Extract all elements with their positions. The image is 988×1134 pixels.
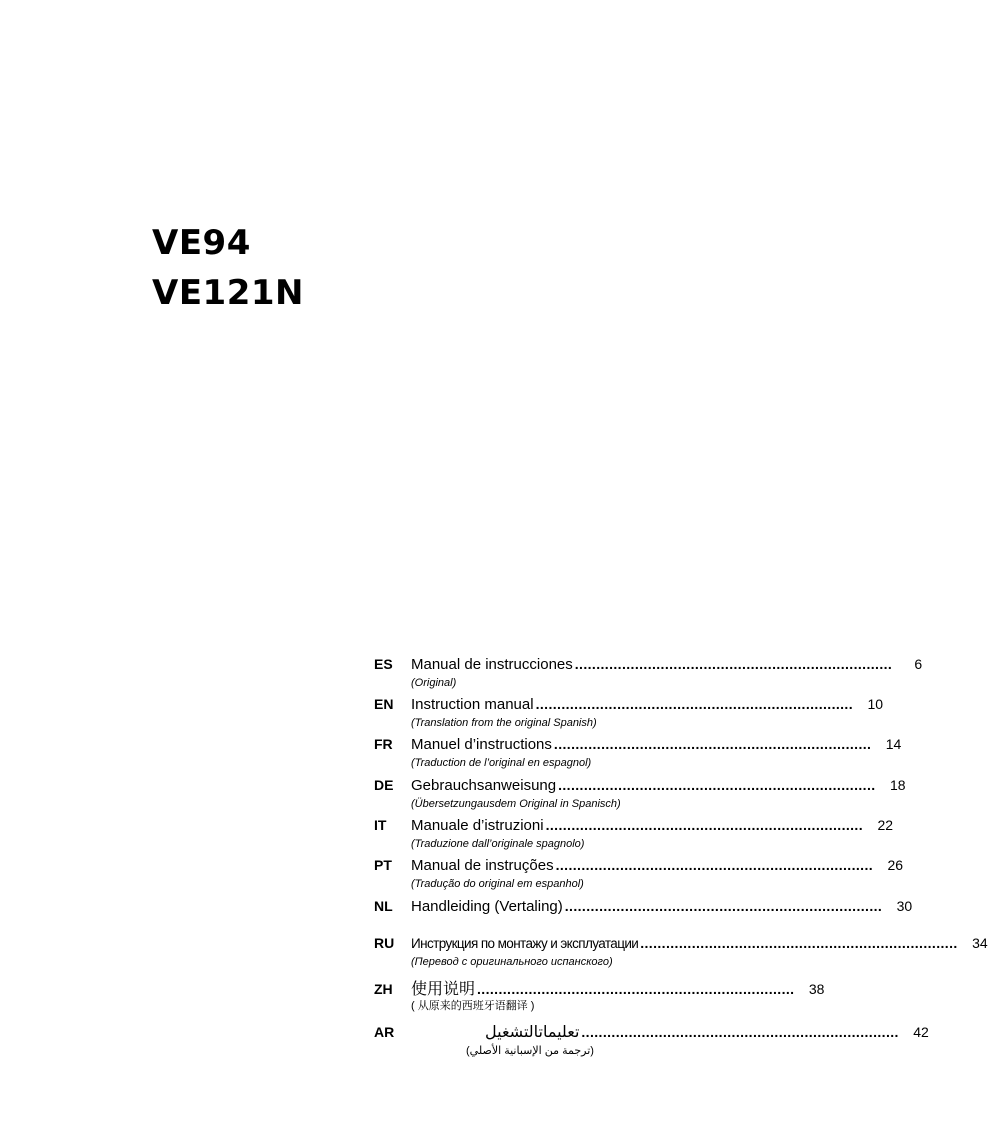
page-number: 30 bbox=[896, 898, 913, 914]
manual-subtitle: (ترجمة من الإسبانية الأصلي) bbox=[466, 1045, 594, 1057]
page-number: 26 bbox=[887, 857, 904, 873]
toc-entry-ru bbox=[374, 935, 988, 976]
model-list bbox=[152, 218, 304, 318]
manual-title: تعليماتالتشغيل bbox=[485, 1024, 580, 1041]
manual-title: 使用说明 bbox=[411, 981, 476, 998]
page-number: 18 bbox=[889, 777, 906, 793]
language-code: IT bbox=[374, 817, 387, 833]
dot-leader: .......................................................................... bbox=[564, 898, 883, 914]
language-code: NL bbox=[374, 898, 393, 914]
manual-subtitle: (Original) bbox=[411, 677, 457, 689]
toc-entry-en bbox=[374, 696, 884, 736]
toc-entry-ar bbox=[374, 1022, 929, 1062]
manual-subtitle: (Tradução do original em espanhol) bbox=[411, 878, 584, 890]
toc-entry-pt bbox=[374, 857, 904, 898]
toc-entry-zh bbox=[374, 976, 825, 1022]
language-code: FR bbox=[374, 736, 393, 752]
dot-leader: .......................................................................... bbox=[545, 817, 864, 833]
manual-title: Manual de instruções bbox=[411, 857, 554, 874]
language-code: PT bbox=[374, 857, 392, 873]
dot-leader: .......................................................................... bbox=[558, 777, 876, 793]
manual-subtitle: (Перевод с оригинального испанского) bbox=[411, 956, 613, 968]
toc-entry-fr bbox=[374, 736, 902, 777]
page-number: 38 bbox=[808, 981, 825, 997]
dot-leader: .......................................................................... bbox=[535, 696, 854, 712]
dot-leader: .......................................................................... bbox=[553, 736, 872, 752]
table-of-contents bbox=[374, 656, 988, 1062]
page-number: 22 bbox=[877, 817, 894, 833]
dot-leader: .......................................................................... bbox=[555, 857, 874, 873]
toc-entry-nl bbox=[374, 898, 913, 935]
manual-subtitle: (Traduzione dall’originale spagnolo) bbox=[411, 838, 585, 850]
toc-entry-de bbox=[374, 777, 906, 817]
model-name: VE121N bbox=[152, 273, 304, 313]
manual-title: Инструкция по монтажу и эксплуатации bbox=[411, 936, 639, 951]
toc-entry-es bbox=[374, 656, 923, 696]
manual-subtitle: (Traduction de l’original en espagnol) bbox=[411, 757, 592, 769]
manual-subtitle: (Translation from the original Spanish) bbox=[411, 717, 597, 729]
language-code: RU bbox=[374, 935, 395, 951]
manual-title: Gebrauchsanweisung bbox=[411, 777, 557, 794]
manual-title: Manuale d’istruzioni bbox=[411, 817, 544, 834]
dot-leader: .......................................................................... bbox=[477, 981, 795, 997]
manual-subtitle: ( 从原来的西班牙语翻译 ) bbox=[411, 1000, 535, 1012]
dot-leader: .......................................................................... bbox=[581, 1024, 899, 1040]
page-number: 6 bbox=[914, 656, 923, 672]
language-code: DE bbox=[374, 777, 394, 793]
language-code: EN bbox=[374, 696, 394, 712]
page-number: 10 bbox=[867, 696, 884, 712]
manual-title: Manuel d’instructions bbox=[411, 736, 552, 753]
page-number: 34 bbox=[972, 935, 988, 951]
page-number: 14 bbox=[885, 736, 902, 752]
manual-title: Manual de instrucciones bbox=[411, 656, 573, 673]
language-code: ES bbox=[374, 656, 393, 672]
dot-leader: .......................................................................... bbox=[640, 935, 958, 951]
manual-title: Instruction manual bbox=[411, 696, 534, 713]
dot-leader: .......................................................................... bbox=[574, 656, 893, 672]
model-name: VE94 bbox=[152, 223, 251, 263]
manual-title: Handleiding (Vertaling) bbox=[411, 898, 563, 915]
language-code: ZH bbox=[374, 981, 393, 997]
toc-entry-it bbox=[374, 817, 894, 857]
page-number: 42 bbox=[913, 1024, 929, 1040]
language-code: AR bbox=[374, 1024, 395, 1040]
manual-subtitle: (Übersetzungausdem Original in Spanisch) bbox=[411, 798, 621, 810]
